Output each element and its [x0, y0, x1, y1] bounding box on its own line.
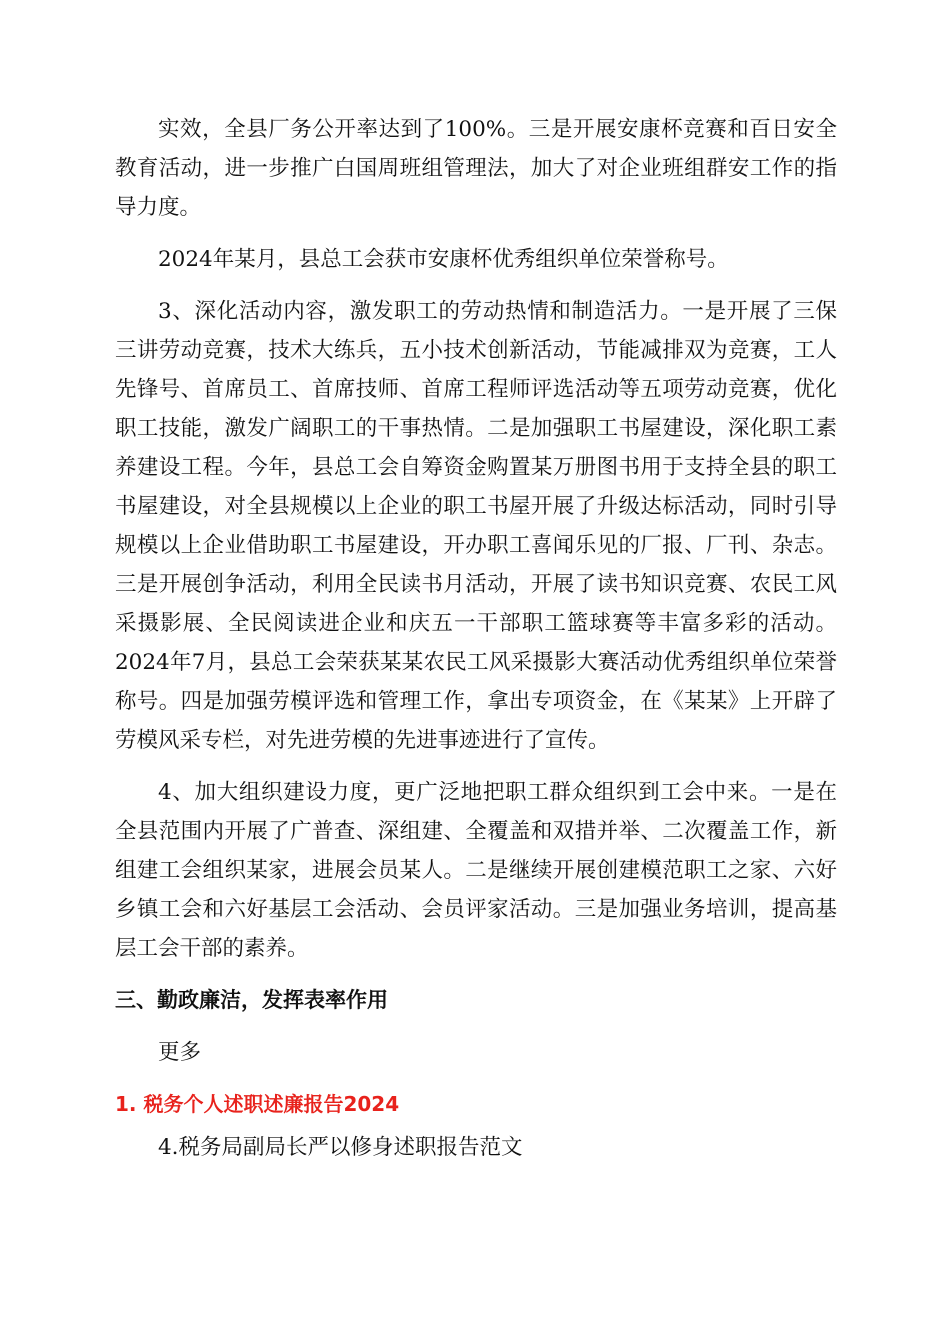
related-link-1[interactable]: 1. 税务个人述职述廉报告2024	[115, 1092, 400, 1116]
paragraph-3: 3、深化活动内容，激发职工的劳动热情和制造活力。一是开展了三保三讲劳动竞赛，技术大练兵，五小技术创新活动，节能减排双为竞赛，工人先锋号、首席员工、首席技师、首席工程师评选活动等五项劳动竞赛，优化职工技能，激发广阔职工的干事热情。二是加强职工书屋建设，深化职工素养建设工程。今年，县总工会自筹资金购置某万册图书用于支持全县的职工书屋建设，对全县规模以上企业的职工书屋开展了升级达标活动，同时引导规模以上企业借助职工书屋建设，开办职工喜闻乐见的厂报、厂刊、杂志。三是开展创争活动，利用全民读书月活动，开展了读书知识竞赛、农民工风采摄影展、全民阅读进企业和庆五一干部职工篮球赛等丰富多彩的活动。2024年7月，县总工会荣获某某农民工风采摄影大赛活动优秀组织单位荣誉称号。四是加强劳模评选和管理工作，拿出专项资金，在《某某》上开辟了劳模风采专栏，对先进劳模的先进事迹进行了宣传。	[115, 299, 837, 753]
paragraph-1: 实效，全县厂务公开率达到了100%。三是开展安康杯竞赛和百日安全教育活动，进一步推广白国周班组管理法，加大了对企业班组群安工作的指导力度。	[115, 117, 837, 220]
paragraph-2: 2024年某月，县总工会获市安康杯优秀组织单位荣誉称号。	[158, 247, 729, 272]
paragraph-4: 4、加大组织建设力度，更广泛地把职工群众组织到工会中来。一是在全县范围内开展了广普查、深组建、全覆盖和双措并举、二次覆盖工作，新组建工会组织某家，进展会员某人。二是继续开展创建模范职工之家、六好乡镇工会和六好基层工会活动、会员评家活动。三是加强业务培训，提高基层工会干部的素养。	[115, 780, 837, 961]
related-link-2[interactable]: 4.税务局副局长严以修身述职报告范文	[158, 1135, 523, 1160]
more-label: 更多	[158, 1040, 202, 1065]
section-heading: 三、勤政廉洁，发挥表率作用	[115, 988, 388, 1012]
document-body	[115, 110, 837, 1167]
